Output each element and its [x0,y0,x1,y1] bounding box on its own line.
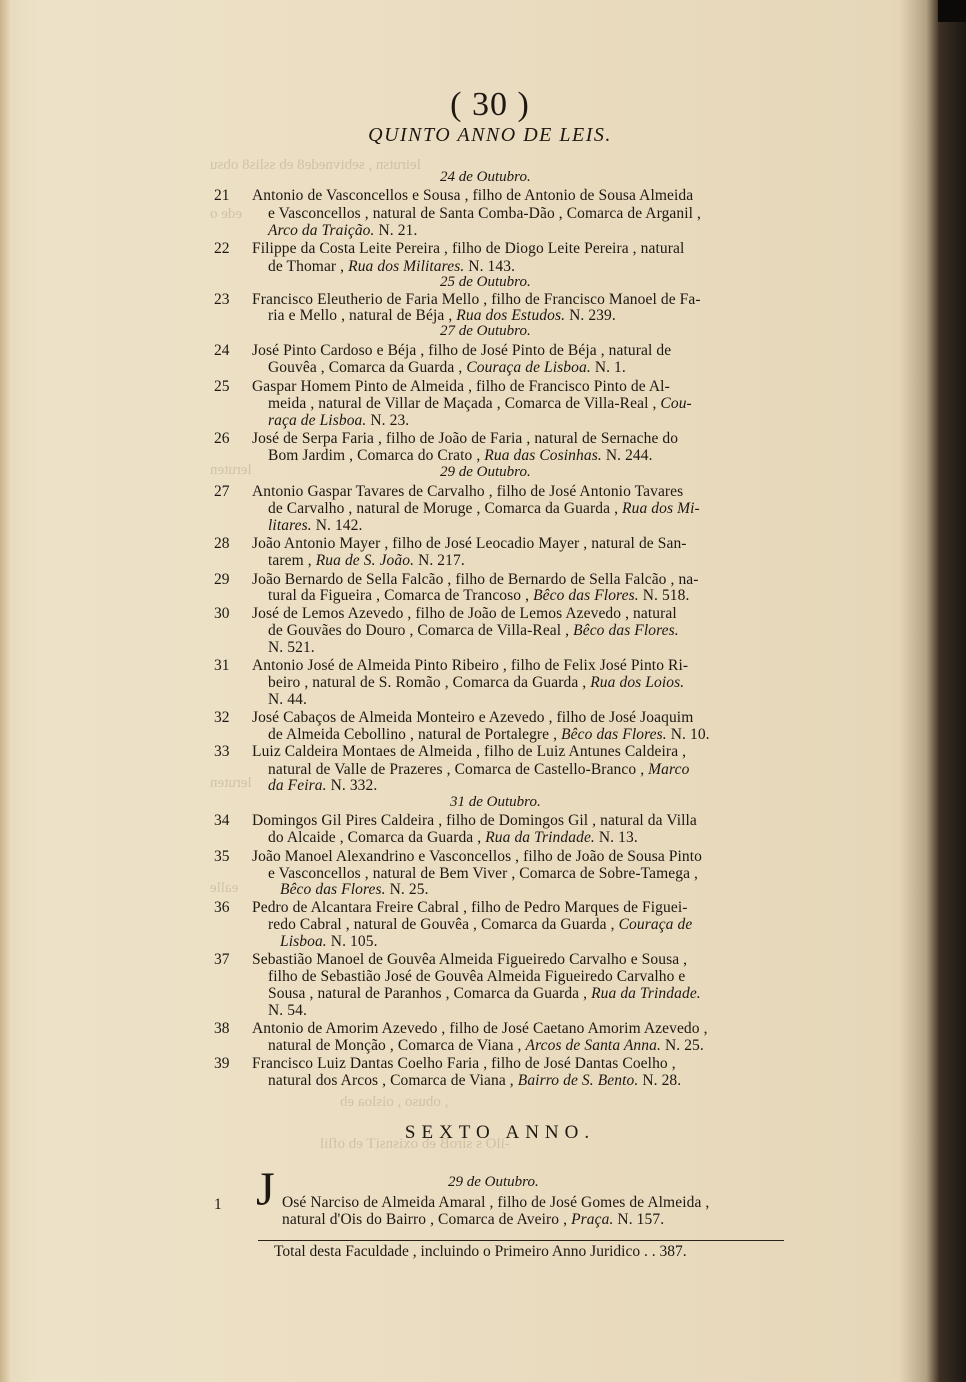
entry-address-line [280,881,429,899]
bleed-through-text: -ilO s siroB eb oxisnsiT eb oflil [320,1136,510,1152]
date-heading: 29 de Outubro. [440,464,531,480]
entry-number: 21 [214,187,230,204]
entry-line: José Cabaços de Almeida Monteiro e Azevedo , filho de José Joaquim [252,709,694,726]
entry-number: 25 [214,378,230,395]
bleed-through-text: , obuso , oisloa eb [340,1094,449,1110]
entry-number: 23 [214,291,230,308]
entry-line: Antonio de Vasconcellos e Sousa , filho de Antonio de Sousa Almeida [252,187,694,204]
entry-address-line [268,395,692,413]
date-heading: 24 de Outubro. [440,169,531,185]
entry-address-line [268,412,409,430]
entry-line: e Vasconcellos , natural de Santa Comba-Dão , Comarca de Arganil , [268,205,702,222]
street-address: Rua dos Estudos. [456,307,566,324]
street-address: Bêco das Flores. [573,622,679,639]
entry-line: filho de Sebastião José de Gouvêa Almeida Figueiredo Carvalho e [268,968,686,985]
entry-line: meida , natural de Villar de Maçada , Comarca de Villa-Real , [268,395,657,412]
entry-line: do Alcaide , Comarca da Guarda , [268,829,482,846]
entry-address-line [268,222,417,240]
house-number: N. 105. [330,933,378,950]
entry-address-line [268,1072,681,1090]
entry-line: natural d'Ois do Bairro , Comarca de Aveiro , [282,1211,568,1228]
entry-number: 27 [214,483,230,500]
entry-address-line [280,933,378,951]
house-number: N. 44. [268,691,307,708]
bleed-through-text: ealle [210,880,239,896]
street-address: Couraça de Lisboa. [466,359,591,376]
entry-line: redo Cabral , natural de Gouvêa , Comarca da Guarda , [268,916,615,933]
entry-line: Luiz Caldeira Montaes de Almeida , filho de Luiz Antunes Caldeira , [252,743,687,760]
street-address: Arcos de Santa Anna. [525,1037,661,1054]
house-number: N. 1. [594,359,626,376]
house-number: N. 142. [315,517,363,534]
drop-cap: J [256,1163,275,1216]
entry-line: Osé Narciso de Almeida Amaral , filho de José Gomes de Almeida , [282,1194,710,1211]
street-address: Rua de S. João. [315,552,415,569]
street-address: Rua dos Mi- [622,500,700,517]
entry-number: 32 [214,709,230,726]
street-address: Rua dos Militares. [348,258,465,275]
street-address: Arco da Traição. [268,222,375,239]
entry-line: tarem , [268,552,312,569]
house-number: N. 28. [642,1072,682,1089]
entry-line: natural dos Arcos , Comarca de Viana , [268,1072,514,1089]
street-address: Bêco das Flores. [533,587,639,604]
bleed-through-text: leirutsn , sebivnede8 eb sslis8 obsu [210,157,421,173]
entry-address-line [268,622,679,640]
entry-address-line [268,777,377,795]
street-address: Rua da Trindade. [485,829,595,846]
entry-line: e Vasconcellos , natural de Bem Viver , Comarca de Sobre-Tamega , [268,865,699,882]
entry-number: 39 [214,1055,230,1072]
house-number: N. 521. [268,639,315,656]
street-address: Cou- [660,395,692,412]
page-gutter-shadow [900,0,966,1382]
entry-address-line [268,587,689,605]
street-address: Lisboa. [280,933,327,950]
entry-line: de Almeida Cebollino , natural de Portalegre , [268,726,558,743]
entry-number: 38 [214,1020,230,1037]
entry-line: de Carvalho , natural de Moruge , Comarca da Guarda , [268,500,619,517]
entry-address-line [268,726,710,744]
street-address: Bêco das Flores. [280,881,386,898]
bleed-through-text: leruten [210,462,252,478]
street-address: Rua dos Loios. [590,674,685,691]
entry-line: tural da Figueira , Comarca de Trancoso , [268,587,530,604]
entry-line: Domingos Gil Pires Caldeira , filho de Domingos Gil , natural da Villa [252,812,697,829]
entry-line: José de Lemos Azevedo , filho de João de Lemos Azevedo , natural [252,605,677,622]
date-heading: 29 de Outubro. [448,1174,539,1190]
street-address: Praça. [571,1211,614,1228]
entry-address-line [268,552,465,570]
entry-line: Pedro de Alcantara Freire Cabral , filho de Pedro Marques de Figuei- [252,899,688,916]
house-number: N. 13. [598,829,638,846]
entry-line: natural de Monção , Comarca de Viana , [268,1037,522,1054]
entry-line: de Gouvães do Douro , Comarca de Villa-Real , [268,622,570,639]
entry-number: 37 [214,951,230,968]
entry-number: 26 [214,430,230,447]
entry-line: natural de Valle de Prazeres , Comarca de Castello-Branco , [268,761,645,778]
entry-line: Francisco Luiz Dantas Coelho Faria , filho de José Dantas Coelho , [252,1055,676,1072]
entry-line: Antonio Gaspar Tavares de Carvalho , filho de José Antonio Tavares [252,483,684,500]
total-rule [258,1240,784,1241]
entry-line: Antonio de Amorim Azevedo , filho de José Caetano Amorim Azevedo , [252,1020,708,1037]
entry-address-line [268,359,626,377]
entry-address-line [268,1037,704,1055]
street-address: raça de Lisboa. [268,412,367,429]
entry-address-line [268,829,638,847]
street-address: Rua da Trindade. [591,985,701,1002]
house-number: N. 23. [370,412,410,429]
street-address: Bairro de S. Bento. [517,1072,639,1089]
page-left-edge [0,0,10,1382]
entry-number: 22 [214,240,230,257]
entry-address-line [268,447,653,465]
house-number: N. 21. [378,222,418,239]
house-number: N. 54. [268,1002,307,1019]
entry-line: Antonio José de Almeida Pinto Ribeiro , filho de Felix José Pinto Ri- [252,657,689,674]
street-address: Marco [648,761,690,778]
entry-address-line [268,916,692,934]
entry-line: João Antonio Mayer , filho de José Leocadio Mayer , natural de San- [252,535,687,552]
entry-number: 28 [214,535,230,552]
entry-line: José Pinto Cardoso e Béja , filho de José Pinto de Béja , natural de [252,342,672,359]
entry-address-line [268,517,362,535]
entry-number: 29 [214,571,230,588]
date-heading: 31 de Outubro. [450,794,541,810]
entry-address-line [282,1211,664,1229]
entry-number: 35 [214,848,230,865]
house-number: N. 332. [330,777,378,794]
entry-address-line [268,258,515,276]
entry-number: 33 [214,743,230,760]
entry-line: Gouvêa , Comarca da Guarda , [268,359,463,376]
bleed-through-text: leruten [210,775,252,791]
house-number: N. 239. [569,307,616,324]
entry-line: José de Serpa Faria , filho de João de Faria , natural de Sernache do [252,430,679,447]
street-address: litares. [268,517,312,534]
entry-line: Filippe da Costa Leite Pereira , filho de Diogo Leite Pereira , natural [252,240,685,257]
date-heading: 27 de Outubro. [440,323,531,339]
street-address: Rua das Cosinhas. [484,447,602,464]
running-head: QUINTO ANNO DE LEIS. [368,124,612,146]
entry-line: João Bernardo de Sella Falcão , filho de Bernardo de Sella Falcão , na- [252,571,699,588]
entry-number: 34 [214,812,230,829]
scan-corner-mark [938,0,966,22]
entry-number: 31 [214,657,230,674]
house-number: N. 143. [468,258,516,275]
entry-address-line [268,985,701,1003]
entry-line: Gaspar Homem Pinto de Almeida , filho de Francisco Pinto de Al- [252,378,670,395]
total-line: Total desta Faculdade , incluindo o Primeiro Anno Juridico . . 387. [274,1243,687,1260]
entry-line: Francisco Eleutherio de Faria Mello , filho de Francisco Manoel de Fa- [252,291,701,308]
house-number: N. 25. [389,881,429,898]
entry-number: 24 [214,342,230,359]
street-address: da Feira. [268,777,327,794]
section-title: SEXTO ANNO. [404,1122,596,1143]
house-number: N. 10. [670,726,710,743]
house-number: N. 217. [418,552,465,569]
date-heading: 25 de Outubro. [440,274,531,290]
entry-line: ria e Mello , natural de Béja , [268,307,453,324]
house-number: N. 244. [605,447,653,464]
entry-line: beiro , natural de S. Romão , Comarca da Guarda , [268,674,587,691]
entry-line: João Manoel Alexandrino e Vasconcellos , filho de João de Sousa Pinto [252,848,703,865]
entry-number: 30 [214,605,230,622]
entry-line: Bom Jardim , Comarca do Crato , [268,447,481,464]
entry-number: 1 [214,1196,222,1213]
street-address: Couraça de [618,916,693,933]
street-address: Bêco das Flores. [561,726,667,743]
bleed-through-text: ede o [210,206,243,222]
entry-address-line [268,307,616,325]
house-number: N. 25. [664,1037,704,1054]
house-number: N. 157. [617,1211,665,1228]
house-number: N. 518. [642,587,690,604]
entry-line: de Thomar , [268,258,345,275]
entry-line: Sebastião Manoel de Gouvêa Almeida Figueiredo Carvalho e Sousa , [252,951,688,968]
entry-address-line [268,674,684,692]
page-number: ( 30 ) [450,86,530,123]
entry-number: 36 [214,899,230,916]
entry-address-line [268,500,700,518]
entry-line: Sousa , natural de Paranhos , Comarca da Guarda , [268,985,588,1002]
